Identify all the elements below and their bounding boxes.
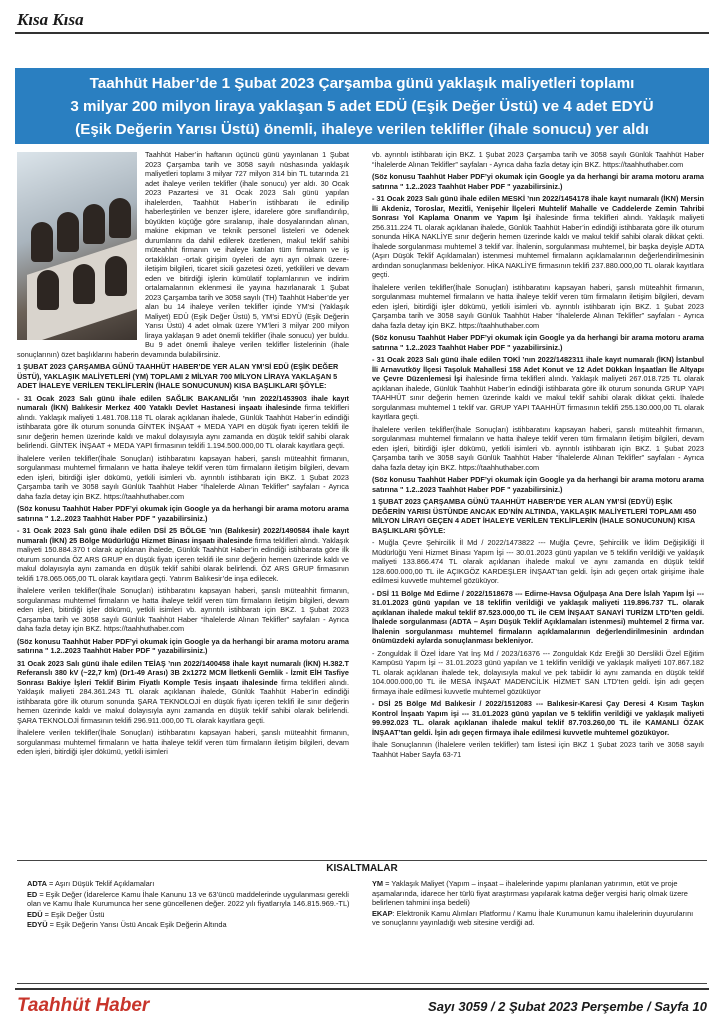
article-body: [17, 150, 707, 852]
paragraph: - 31 Ocak 2023 Salı günü ihale edilen SAĞLIK BAKANLIĞI ’nın 2022/1453903 ihale kayıt numaralı (İKN) Balıkesir Merkez 400 Yataklı Devlet Hastanesi inşaatı ihalesinde firma teklifleri alındı. Yaklaşık maliyeti 1.481.708.118 TL olarak açıklanan ihalede, Günlük Taahhüt Haber’in edindiği istihbarata göre ilk oturum sonunda GİNTEK İNŞAAT + MEDA YAPI en düşük fiyatı içeren teklifi ile sınır değerin hemen üzerinde kaldı ve makul dolayısıyla aynı zamanda en düşük teklif sahibi olarak belirlendi. GİNTEK İNŞAAT + MEDA YAPI firmasının teklifi 1.194.500.000,00 TL olarak kayıtlara geçti.: [17, 393, 349, 450]
paragraph: vb. ayrıntılı istihbaratı için BKZ. 1 Şubat 2023 Çarşamba tarih ve 3058 sayılı Günlük Taahhüt Haber “İhalelerde Alınan Teklifler” sayfaları - Ayrıca daha fazla detay için BKZ. https://taahhuthaber.com: [372, 150, 704, 169]
person-silhouette: [109, 198, 131, 238]
left-column: [17, 150, 349, 852]
paragraph: - DSİ 11 Bölge Md Edirne / 2022/1518678 --- Edirne-Havsa Oğulpaşa Ana Dere İslah Yapım İşi --- 31.01.2023 günü yapılan ve 18 teklifin verildiği ve yaklaşık maliyeti 119.896.737 TL. olarak açıklanan ihalede makul teklif 87.523.000,00 TL ile CEM İNŞAAT SANAYİ TURİZM LTD’ten geldi. İhalede sorgulanması (ADTA – Aşırı Düşük Teklif Açıklamaları istenmesi) muhtemel 2 firma var. İhalenin sorgulanması muhtemel firmaların açıklamalarının değerlendirilmesinin ardından önümüzdeki aylarda sonuçlanması bekleniyor.: [372, 588, 704, 645]
paragraph: 31 Ocak 2023 Salı günü ihale edilen TEİAŞ ’nın 2022/1400458 ihale kayıt numaralı (İKN) H.382.T Referanslı 380 kV (~22,7 km) (Dr1-49 Arası) 3B 2x1272 MCM İletkenli Gemlik - İzmit EİH Tasfiye Sonrası Bakiye İşleri Teklif Birim Fiyatlı Komple Tesis inşaatı ihalesinde firma teklifleri alındı. Yaklaşık maliyeti 284.361.243 TL olarak açıklanan ihalede, Günlük Taahhüt Haber’in edindiği istihbarata göre ilk oturum sonunda ŞARA TEKNOLOJİ en düşük fiyatı içeren teklifi ile sınır değerin hemen üzerinde kaldı ve makul dolayısıyla aynı zamanda en düşük teklif sahibi olarak belirlendi. ŞARA TEKNOLOJİ firmasının teklifi 296.911.000,00 TL olarak kayıtlara geçti.: [17, 658, 349, 725]
person-silhouette: [57, 212, 79, 252]
headline-line-3: (Eşik Değerin Yarısı Üstü) önemli, ihaleye verilen teklifler (ihale sonucu) yer aldı: [75, 121, 649, 138]
person-silhouette: [105, 256, 127, 296]
paragraph: - 31 Ocak 2023 Salı günü ihale edilen MESKİ ’nın 2022/1454178 ihale kayıt numaralı (İKN) Mersin İli Akdeniz, Toroslar, Mezitli, Yenişehir İlçeleri Muhtelif Mahalle ve Caddelerde Zemin Tahribi Sonrası Yol Kaplama Onarım ve Yapım İşi ihalesinde firma teklifleri alındı. Yaklaşık maliyeti 256.311.224 TL olarak açıklanan ihalede, Günlük Taahhüt Haber’in edindiği istihbarata göre ilk oturum sonunda HİKA NAKLİYE sınır değerin hemen üzerinde kaldı ve makul teklif sahibi olarak dikkat çekti. İhalede sorgulanması muhtemel 3 teklif var. İhalenin, sorgulanması muhtemel, bir başka deyişle ADTA (Aşırı Düşük Teklif Açıklamaları) istenmesi muhtemel firmaların açıklamalarının değerlendirilmesinin ardından sonuçlanması bekleniyor. HİKA NAKLİYE firmasının teklifi 237.880.000,00 TL olarak kayıtlara geçti.: [372, 194, 704, 279]
abbreviations-box: [17, 860, 707, 984]
paragraph: İhalelere verilen teklifler(İhale Sonuçları) istihbaratını kapsayan haberi, şanslı müteahhit firmanın, sorgulanması muhtemel firmaların ve hatta ihaleye teklif veren tüm firmaların iletişim bilgileri, devam eden işleri, bitirdiği işler dökümü, yetkili isimleri vb. ayrıntılı istihbaratı için BKZ. 1 Şubat 2023 Çarşamba tarih ve 3058 sayılı Günlük Taahhüt Haber “İhalelerde Alınan Teklifler” sayfaları - Ayrıca daha fazla detay için BKZ. https://taahhuthaber.com: [372, 282, 704, 330]
paragraph: İhale Sonuçlarının (İhalelere verilen teklifler) tam listesi için BKZ 1 Şubat 2023 tarih ve 3058 sayılı Taahhüt Haber Sayfa 63-71: [372, 740, 704, 759]
person-silhouette: [83, 204, 105, 244]
headline-line-2: 3 milyar 200 milyon liraya yaklaşan 5 adet EDÜ (Eşik Değer Üstü) ve 4 adet EDYÜ: [70, 98, 654, 115]
abbreviations-title: KISALTMALAR: [326, 863, 398, 874]
paragraph: (Söz konusu Taahhüt Haber PDF’yi okumak için Google ya da herhangi bir arama motoru arama satırına " 1.2..2023 Taahhüt Haber PDF " yazabilirsiniz.): [372, 475, 704, 494]
issue-info: Sayı 3059 / 2 Şubat 2023 Perşembe / Sayfa 10: [428, 999, 707, 1014]
person-silhouette: [37, 270, 59, 310]
paragraph: (Söz konusu Taahhüt Haber PDF’yi okumak için Google ya da herhangi bir arama motoru arama satırına " 1.2..2023 Taahhüt Haber PDF " yazabilirsiniz.): [372, 333, 704, 352]
abbreviation-entry: EKAP: Elektronik Kamu Alımları Platformu / Kamu İhale Kurumunun kamu ihalelerinin duyurularını ve sonuçlarını yayınladığı web sitesine verdiği ad.: [372, 908, 694, 928]
abbreviation-entry: ED = Eşik Değer (İdarelerce Kamu İhale Kanunu 13 ve 63’üncü maddelerinde uygulanması gerekli olan ve Kamu İhale Kurumunca her sene güncellenen değer. 2022 yılı fiyatlarıyla 146.815.969.-TL): [27, 889, 350, 909]
paragraph: İhalelere verilen teklifler(İhale Sonuçları) istihbaratını kapsayan haberi, şanslı müteahhit firmanın, sorgulanması muhtemel firmaların ve hatta ihaleye teklif veren tüm firmaların iletişim bilgileri, devam eden işleri, bitirdiği işler dökümü, yetkili isimleri vb. ayrıntılı istihbaratı için BKZ. 1 Şubat 2023 Çarşamba tarih ve 3058 sayılı Günlük Taahhüt Haber “İhalelerde Alınan Teklifler” sayfaları - Ayrıca daha fazla detay için BKZ. https://taahhuthaber.com: [372, 424, 704, 472]
paragraph: - Zonguldak İl Özel İdare Yat İnş Md / 2023/16376 --- Zonguldak Kdz Ereğli 30 Derslikli Özel Eğitim Kampüsü Yapım İşi -- 31.01.2023 günü yapılan ve 1 teklifin verildiği ve yaklaşık maliyeti 107.867.182 TL olarak açıklanan ihalede tek, dolayısıyla makul ve pek tabiidir ki aynı zamanda en düşük teklif 104.000.000,00 TL ile MESA İNŞAAT MADENCİLİK HİZMET SAN LTD’ten geldi. İşin adı geçen firmaya ihale edilmesi kuvvetle muhtemel gözüküyor: [372, 648, 704, 696]
paragraph: - 31 Ocak 2023 Salı günü ihale edilen TOKİ ’nın 2022/1482311 ihale kayıt numaralı (İKN) İstanbul İli Arnavutköy İlçesi Taşoluk Mahallesi 158 Adet Konut ve 12 Adet Dükkan İnşaatları İle Altyapı ve Çevre Düzenlemesi İşi ihalesinde firma teklifleri alındı. Yaklaşık maliyeti 267.018.725 TL olarak açıklanan ihalede, Günlük Taahhüt Haber’in edindiği istihbarata göre ilk oturum sonunda GRUP YAPI TAAHHÜT sınır değerin hemen üzerinde kaldı ve makul teklif sahibi olarak dikkat çekti. İhalede sorgulanması muhtemel 1 teklif var. GRUP YAPI TAAHHÜT firmasının teklifi 255.130.000,00 TL olarak kayıtlara geçti.: [372, 355, 704, 421]
paragraph: - 31 Ocak 2023 Salı günü ihale edilen DSİ 25 BÖLGE ’nın (Balıkesir) 2022/1490584 ihale kayıt numaralı (İKN) 25 Bölge Müdürlüğü Hizmet Binası inşaatı ihalesinde firma teklifleri alındı. Yaklaşık maliyeti 150.884.370 t olarak açıklanan ihalede, Günlük Taahhüt Haber’in edindiği istihbarata göre ilk oturum sonunda ÖZ ARS GRUP en düşük fiyatı içeren teklifi ile sınır değerin hemen üzerinde kaldı ve makul dolayısıyla aynı zamanda en düşük teklif sahibi olarak belirlendi. ÖZ ARS GRUP firmasının teklifi 178.065.065,00 TL olarak kayıtlara geçti. Yatırım Balıkesir’de inşa edilecek.: [17, 526, 349, 583]
abbreviation-entry: ADTA = Aşırı Düşük Teklif Açıklamaları: [27, 879, 155, 888]
right-column: [372, 150, 704, 852]
paragraph: 1 ŞUBAT 2023 ÇARŞAMBA GÜNÜ TAAHHÜT HABER’DE YER ALAN YM’Sİ (EDYÜ) EŞİK DEĞERİN YARISI ÜSTÜNDE ANCAK ED’NİN ALTINDA, YAKLAŞIK MALİYETLERİ TOPLAMI 450 MİLYON LİRAYI GEÇEN 4 ADET İHALEYE VERİLEN TEKLİFLERİN (İHALE SONUCUNUN) KISA BAŞLIKLARI ŞÖYLE:: [372, 497, 697, 535]
paragraph: (Söz konusu Taahhüt Haber PDF’yi okumak için Google ya da herhangi bir arama motoru arama satırına " 1.2..2023 Taahhüt Haber PDF " yazabilirsiniz.): [372, 172, 704, 191]
abbreviation-entry: EDYÜ = Eşik Değerin Yarısı Üstü Ancak Eşik Değerin Altında: [27, 920, 227, 930]
abbreviations-right: [372, 879, 702, 929]
meeting-photo: [17, 152, 137, 340]
abbreviation-entry: YM = Yaklaşık Maliyet (Yapım – inşaat – ihalelerinde yapımı planlanan yatırımın, etüt ve proje aşamalarında, idarece her türlü fiyat araştırması yapılarak katma değer vergisi hariç olmak üzere belirlenen tahmini inşa bedeli): [372, 879, 688, 908]
headline-banner: [15, 68, 709, 144]
paragraph: Taahhüt Haber’in haftanın üçüncü günü yayınlanan 1 Şubat 2023 Çarşamba tarih ve 3058 sayılı nüshasında yaklaşık maliyetleri toplamı 3 milyar 727 milyon 314 bin TL tutarında 21 adet ihaleye verilen teklifler (ihale sonucu) yer aldı. 30 Ocak 2023 Pazartesi ve 31 Ocak 2023 Salı günü yapılan ihalelerden, Taahhüt Haber’in istihbaratı ile edinilip haberleştirilen ve benzer işlere, idarelere göre sınıflandırılıp, büyükten küçüğe göre sıralanıp, ihale dosyalarından alınan, makine ekipman ve teknik personel listeleri ve ödenek durumlarını da dahil edilerek özetlenen, makul teklif sahibi müteahhit firmanın ve ihaleye katılan tüm firmaların ve iş ortaklıkları -ortak girişim üyeleri de ayrı ayrı olmak üzere- iletişim bilgileri, ticaret sicili gazetesi özeti, yetkilileri ve devam eden ve bitirdiği işlerin kümülatif toplamlarının ve indirim ortalamalarının eklenmesi ile yayına hazırlanarak 1 Şubat 2023 Çarşamba tarih ve 3058 sayılı (TH) Taahhüt Haber’de yer alan bu 14 ihaleye verilen teklifler içinde YM’si (Yaklaşık Maliyet) EDÜ (Eşik Değer Üstü) 5, YM’si EDYÜ (Eşik Değerin Yarısı Üstü) 4 adet olmak üzere YM’leri 3 milyar 200 milyon liraya yaklaşan 9 adet önemli teklifler (ihale sonucu) yer buldu. Bu 9 adet önemli ihaleye verilen teklifler listelerinin (ihale sonuçlarının) özet başlıklarını haberin devamında bulabilirsiniz.: [17, 150, 349, 359]
paragraph: - DSİ 25 Bölge Md Balıkesir / 2022/1512083 --- Balıkesir-Karesi Çay Deresi 4 Kısım Taşkın Kontrol İnşaatı Yapım işi --- 31.01.2023 günü yapılan ve 5 teklifin verildiği ve yaklaşık maliyeti 99.992.023 TL. olarak açıklanan ihalede makul teklif 87.703.260,00 TL ile KAMANLI ÖZAK İNŞAAT’tan geldi. İşin adı geçen firmaya ihale edilmesi kuvvetle muhtemel gözüküyor.: [372, 699, 704, 737]
paragraph: - Muğla Çevre Şehircilik İl Md / 2022/1473822 --- Muğla Çevre, Şehircilik ve İklim Değişikliği İl Müdürlüğü Yeni Hizmet Binası Yapım İşi --- 30.01.2023 günü yapılan ve 5 teklifin verildiği ve yaklaşık maliyeti 133.866.474 TL olarak açıklanan ihalede makul ve aynı zamanda en düşük teklif 128.600.000,00 TL ile AÇIKGÖZ KARDEŞLER İNŞAAT’tan geldi. İşin adı geçen ortak girişime ihale edilmesi kuvvetle muhtemel gözüküyor.: [372, 538, 704, 585]
person-silhouette: [31, 222, 53, 262]
paragraph: 1 ŞUBAT 2023 ÇARŞAMBA GÜNÜ TAAHHÜT HABER’DE YER ALAN YM’Sİ EDÜ (EŞİK DEĞER ÜSTÜ), YAKLAŞIK MALİYETLERİ (YM) TOPLAMI 2 MİLYAR 700 MİLYON LİRAYA YAKLAŞAN 5 ADET İHALEYE VERİLEN TEKLİFLERİN (İHALE SONUCUNUN) KISA BAŞLIKLARI ŞÖYLE:: [17, 362, 339, 390]
paragraph: İhalelere verilen teklifler(İhale Sonuçları) istihbaratını kapsayan haberi, şanslı müteahhit firmanın, sorgulanması muhtemel firmaların ve hatta ihaleye teklif veren tüm firmaların iletişim bilgileri, devam eden işleri, bitirdiği işler dökümü, yetkili isimleri vb. ayrıntılı istihbaratı için BKZ. 1 Şubat 2023 Çarşamba tarih ve 3058 sayılı Günlük Taahhüt Haber “İhalelerde Alınan Teklifler” sayfaları - Ayrıca daha fazla detay için BKZ. https://taahhuthaber.com: [17, 586, 349, 633]
abbreviations-left: [27, 879, 357, 931]
section-label: Kısa Kısa: [17, 10, 84, 29]
person-silhouette: [73, 264, 95, 304]
paragraph: İhalelere verilen teklifler(İhale Sonuçları) istihbaratını kapsayan haberi, şanslı müteahhit firmanın, sorgulanması muhtemel firmaların ve hatta ihaleye teklif veren tüm firmaların iletişim bilgileri, devam eden işleri, bitirdiği işler dökümü, yetkili isimleri: [17, 728, 349, 756]
paragraph: (Söz konusu Taahhüt Haber PDF’yi okumak için Google ya da herhangi bir arama motoru arama satırına " 1.2..2023 Taahhüt Haber PDF " yazabilirsiniz.): [17, 504, 349, 523]
paragraph: İhalelere verilen teklifler(İhale Sonuçları) istihbaratını kapsayan haberi, şanslı müteahhit firmanın, sorgulanması muhtemel firmaların ve hatta ihaleye teklif veren tüm firmaların iletişim bilgileri, devam eden işleri, bitirdiği işler dökümü, yetkili isimleri vb. ayrıntılı istihbaratı için BKZ. 1 Şubat 2023 Çarşamba tarih ve 3058 sayılı Günlük Taahhüt Haber “İhalelerde Alınan Teklifler” sayfaları - Ayrıca daha fazla detay için BKZ. https://taahhuthaber.com: [17, 453, 349, 501]
brand-logo-text: Taahhüt Haber: [17, 995, 150, 1016]
bottom-divider: [15, 988, 709, 990]
abbreviation-entry: EDÜ = Eşik Değer Üstü: [27, 909, 105, 919]
headline-line-1: Taahhüt Haber’de 1 Şubat 2023 Çarşamba günü yaklaşık maliyetleri toplamı: [89, 75, 635, 92]
top-divider: [15, 32, 709, 34]
paragraph: (Söz konusu Taahhüt Haber PDF’yi okumak için Google ya da herhangi bir arama motoru arama satırına " 1.2..2023 Taahhüt Haber PDF " yazabilirsiniz.): [17, 636, 349, 655]
